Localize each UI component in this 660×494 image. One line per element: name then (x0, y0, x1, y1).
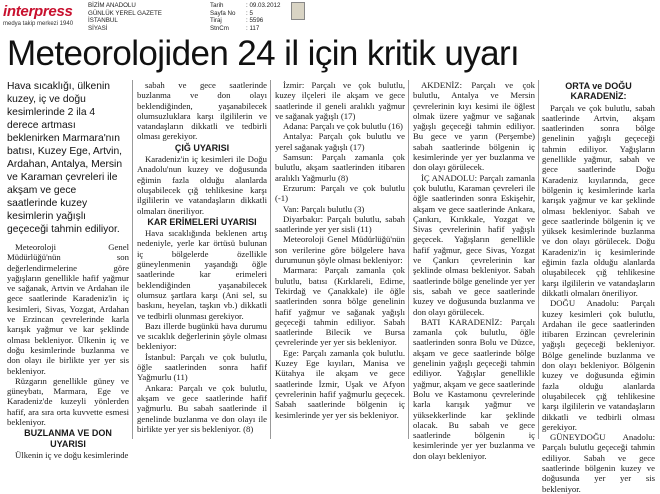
source-line: BİZİM ANADOLU (88, 2, 136, 9)
column-divider (408, 80, 409, 439)
paragraph: İzmir: Parçalı ve çok bulutlu, kuzey ilçeleri ile akşam ve gece saatlerinde il geneli aralıklı yağmur ve sağanak yağışlı (17) (275, 80, 405, 121)
paragraph: Antalya: Parçalı çok bulutlu ve yerel sağanak yağışlı (17) (275, 131, 405, 152)
paragraph: Marmara: Parçalı zamanla çok bulutlu, batısı (Kırklareli, Edirne, Tekirdağ ve Çanakkale) ile öğle saatlerinden sonra bölge genelinin hafif yağmur ve sağanak yağışlı geçeceği tahmin ediliyor. Sabah saatlerinde Bilecik ve Bursa çevrelerinde yer yer sis bekleniyor. (275, 265, 405, 348)
logo-tagline: medya takip merkezi 1940 (3, 21, 74, 27)
meta-value: : 117 (246, 24, 260, 32)
paragraph: Diyarbakır: Parçalı bulutlu, sabah saatlerinde yer yer sisli (11) (275, 213, 405, 235)
paragraph: Hava sıcaklığında beklenen artış nedeniyle, yerle kar örtüsü bulunan iç bölgelerde özellikle güneylenmenin yaşandığı öğle saatlerinde kar erimeleri beklendiğinden yaşanabilecek olumsuz şartlara karşı (Ani sel, su baskını, heyelan, taşkın vb.) dikkatli ve tedbirli olunması gerekiyor. (137, 228, 267, 321)
paragraph: Rüzgarın genellikle güney ve güneybatı, Marmara, Ege ve Karadeniz'de kuzeyli yönlerden hafif, ara sıra orta kuvvette esmesi bekleniyor. (7, 375, 129, 428)
subheading: ORTA ve DOĞU KARADENİZ: (565, 81, 632, 102)
lead-paragraph: Hava sıcaklığı, ülkenin kuzey, iç ve doğu kesimlerinde 2 ila 4 derece artması beklenirken Marmara'nın batısı, Kuzey Ege, Artvin, Ardahan, Antalya, Mersin ve Karaman çevreleri ile akşam ve gece saatlerinde kuzey kesimlerin yağışlı geçeceği tahmin ediliyor. (7, 81, 123, 235)
paragraph: Meteoroloji Genel Müdürlüğü'nün son verilerine göre bölgelere hava durumunun şöyle olması bekleniyor: (275, 234, 405, 266)
paragraph: Meteoroloji Genel Müdürlüğü'nün son değerlendirmelerine göre yağışların genellikle hafif yağmur ve sağanak, Artvin ve Ardahan ile gece saatlerinde Karadeniz'in iç kesimleri, Sivas, Yozgat, Ardahan ve Erzincan çevrelerinde karla karışık yağmur ve kar şeklinde olması bekleniyor. Ülkenin iç ve doğu kesimlerinde buzlanma ve don olayı ile birlikte yer yer sis bekleniyor. (7, 242, 129, 376)
meta-key: Tarih (210, 2, 224, 9)
clipping-meta (210, 2, 280, 32)
paragraph: Bazı illerde bugünkü hava durumu ve sıcaklık değerlerinin şöyle olması bekleniyor: (137, 320, 267, 352)
article-body (0, 80, 660, 494)
meta-value: : 5 (246, 9, 253, 17)
meta-key: StnCm (210, 24, 229, 32)
paragraph: sabah ve gece saatlerinde buzlanma ve don olayı beklendiğinden, yaşanabilecek olumsuzluklara karşı ilgililerin ve vatandaşların dikkatli ve tedbirli olması gerekiyor. (137, 80, 267, 142)
paragraph: Van: Parçalı bulutlu (3) (283, 203, 365, 214)
column-divider (132, 80, 133, 439)
meta-row (210, 25, 280, 33)
meta-key: Tiraj (210, 17, 222, 25)
meta-row (210, 2, 280, 10)
meta-row (210, 17, 280, 25)
clipping-header (0, 0, 660, 34)
paragraph: Adana: Parçalı ve çok bulutlu (16) (283, 121, 403, 132)
source-line: SİYASİ (88, 24, 108, 32)
source-line: İSTANBUL (88, 17, 118, 25)
paragraph: GÜNEYDOĞU Anadolu: Parçalı bulutlu geçeceği tahmin ediliyor. Sabah ve gece saatlerinde bölgenin kuzey ve doğusunda yer yer sis bekleniyor. (542, 432, 655, 494)
subheading: ÇIĞ UYARISI (174, 142, 230, 153)
meta-value: : 5596 (246, 17, 264, 25)
paragraph: Ülkenin iç ve doğu kesimlerinde (15, 449, 129, 460)
article-column-5 (542, 80, 655, 494)
article-column-4 (413, 80, 535, 461)
paragraph: Ege: Parçalı zamanla çok bulutlu. Kuzey Ege kıyıları, Manisa ve Kütahya ile akşam ve gece saatlerinde İzmir, Uşak ve Afyon çevrelerinin hafif yağmurlu geçecek. Sabah saatlerinde bölgenin iç kesimlerinde yer yer sis bekleniyor. (275, 347, 405, 420)
subheading: KAR ERİMELERİ UYARISI (147, 216, 257, 227)
paragraph: BATI KARADENİZ: Parçalı zamanla çok bulutlu, öğle saatlerinden sonra Bolu ve Düzce, akşam ve gece saatlerinde bölge genelinin yağışlı geçeceği tahmin ediliyor. Yağışlar genellikle yağmur, akşam ve gece saatlerinde Bolu ve Kastamonu çevrelerinde karla karışık yağmur ve yüksekkerlinde kar şeklinde olacak. Bu sabah ve gece saatlerinde bölgenin iç kesimlerinde yer yer buzlanma ve don olayı bekleniyor. (413, 316, 535, 461)
article-column-1 (7, 80, 129, 460)
paragraph: Karadeniz'in iç kesimleri ile Doğu Anadolu'nun kuzey ve doğusunda eğimin fazla olduğu alanlarda oluşabilecek çığ tehlikesine karşı ilgililerin ve vatandaşların dikkatli olmaları öneriliyor. (137, 154, 267, 216)
paragraph: Erzurum: Parçalı ve çok bulutlu (-1) (275, 182, 405, 204)
column-divider (270, 80, 271, 439)
subheading: BUZLANMA VE DON UYARISI (24, 428, 112, 449)
headline: Meteorolojiden 24 il için kritik uyarı (7, 34, 520, 73)
column-divider (538, 80, 539, 439)
paragraph: AKDENİZ: Parçalı ve çok bulutlu, Antalya ve Mersin çevrelerinin kıyı kesimi ile öğlest olmak üzere yağmur ve sağanak yağışlı geçeceği tahmin ediliyor. Bu gece ve yarın (Perşembe) sabah saatlerinde bölgenin iç kesimlerinde yer yer buzlanma ve don olayı görülecek. (413, 80, 535, 173)
meta-value: : 09.03.2012 (246, 2, 281, 9)
article-column-2 (137, 80, 267, 439)
paragraph: İstanbul: Parçalı ve çok bulutlu, öğle saatlerinden sonra hafif Yağmurlu (11) (137, 351, 267, 383)
paragraph: Parçalı ve çok bulutlu, sabah saatlerinde Artvin, akşam saatlerinden sonra bölge genelinin yağışlı geçeceği tahmin ediliyor. Yağışların genellikle yağmur, sabah ve gece saatlerinde Doğu Karadeniz kıyılarında, gece bölgenin iç kesimlerinde karla karışık yağmur ve kar şeklinde olması bekleniyor. Sabah ve gece saatlerinde bölgenin iç ve yüksek kesimlerinde buzlanma ve don olayı görülecek. Doğu Karadeniz'in iç kesimlerinde eğimin fazla olduğu alanlarda oluşabilecek çığ tehlikesine karşı ilgililerin ve vatandaşların dikkatli olmaları öneriliyor. (542, 102, 655, 298)
article-column-3 (275, 80, 405, 439)
source-info (88, 2, 162, 32)
paragraph: İÇ ANADOLU: Parçalı zamanla çok bulutlu, Karaman çevreleri ile öğle saatlerinden sonra Eskişehir, akşam ve gece saatlerinde Ankara, Çankırı, Kırıkkale, Yozgat ve Sivas çevrelerinin hafif yağışlı geçecek. Yağışların genellikle hafif yağmur, gece Sivas, Yozgat ve Çankırı çevrelerinin kar şeklinde olması bekleniyor. Sabah saatlerinde bölge genelinde yer yer sis, sabah ve gece saatlerinde kuzey ve doğusunda buzlanma ve don olayı görülecek. (413, 172, 535, 317)
paragraph: Samsun: Parçalı zamanla çok bulutlu, akşam saatlerinden itibaren aralıklı Yağmurlu (8) (275, 152, 405, 183)
paragraph: Ankara: Parçalı ve çok bulutlu, akşam ve gece saatlerinde hafif yağmurlu. Bu sabah saatlerinde il genelinde buzlanma ve don olayı ile birlikte yer yer sis bekleniyor. (8) (137, 382, 267, 434)
paragraph: DOĞU Anadolu: Parçalı kuzey kesimleri çok bulutlu, Ardahan ile gece saatlerinden itibaren Erzincan çevrelerinin yağışlı geçeceği bekleniyor. Bölge genelinde buzlanma ve don olayı bekleniyor. Bölgenin kuzey ve doğusunda eğimin fazla olduğu alanlarda oluşabilecek çığ tehlikesine karşı ilgililerin ve vatandaşların dikkatli ve tedbirli olması gerekiyor. (542, 298, 655, 432)
page-thumbnail (291, 2, 305, 20)
meta-row (210, 10, 280, 18)
meta-key: Sayfa No (210, 9, 236, 17)
interpress-logo: interpress (3, 3, 73, 20)
source-line: GÜNLÜK YEREL GAZETE (88, 9, 162, 17)
